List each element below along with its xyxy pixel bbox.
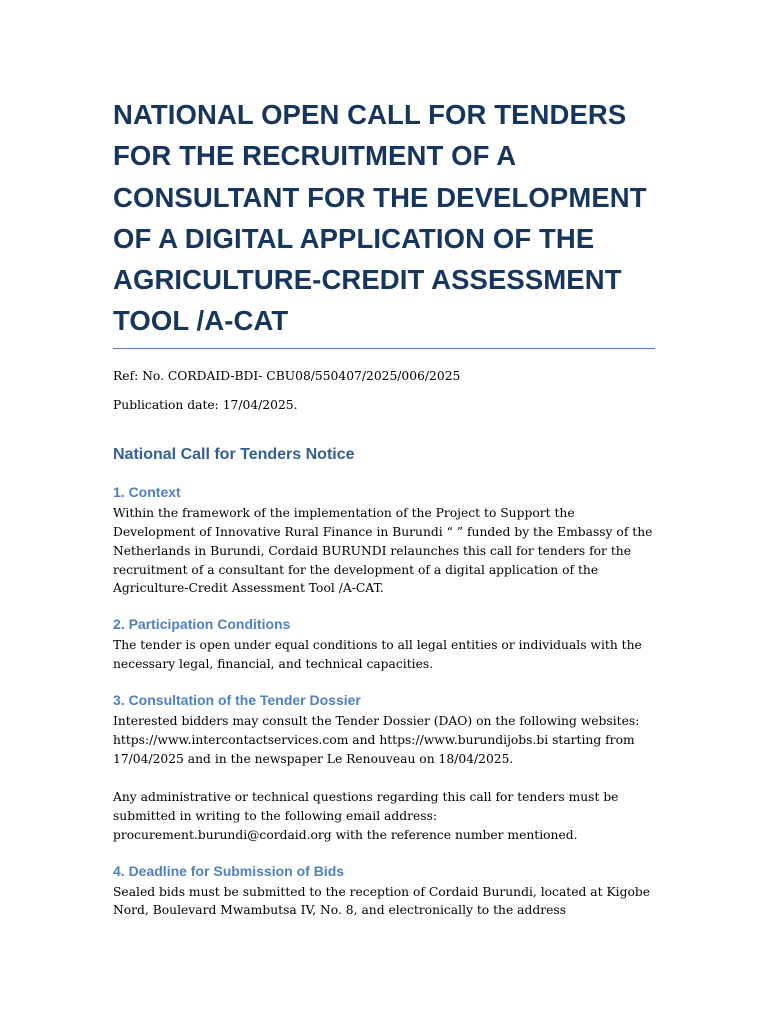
context-paragraph: Within the framework of the implementation of the Project to Support the Development of Innovative Rural Finance in Burundi “ ” funded by the Embassy of the Netherlands in Burundi, Cordaid BURUNDI relaunches this call for tenders for the recruitment of a consultant for the development of a digital application of the Agriculture-Credit Assessment Tool /A-CAT. bbox=[113, 505, 653, 596]
section-heading-consultation: 3. Consultation of the Tender Dossier bbox=[113, 692, 361, 709]
document-title: NATIONAL OPEN CALL FOR TENDERS FOR THE RECRUITMENT OF A CONSULTANT FOR THE DEVELOPMENT OF A DIGITAL APPLICATION OF THE AGRICULTURE-CREDIT ASSESSMENT TOOL /A-CAT bbox=[113, 99, 647, 337]
notice-heading: National Call for Tenders Notice bbox=[113, 445, 355, 463]
title-divider bbox=[113, 348, 655, 349]
section-heading-context: 1. Context bbox=[113, 483, 181, 500]
reference-number: Ref: No. CORDAID-BDI- CBU08/550407/2025/006/2025 bbox=[113, 368, 461, 383]
participation-paragraph: The tender is open under equal conditions to all legal entities or individuals with the necessary legal, financial, and technical capacities. bbox=[113, 638, 642, 672]
consultation-paragraph: Interested bidders may consult the Tender Dossier (DAO) on the following websites: https://www.intercontactservices.com and https://www.burundijobs.bi starting from 17/04/2025 and in the newspaper Le Renouveau on 18/04/2025. bbox=[113, 714, 640, 766]
publication-date: Publication date: 17/04/2025. bbox=[113, 397, 298, 412]
questions-paragraph: Any administrative or technical questions regarding this call for tenders must be submitted in writing to the following email address: procurement.burundi@cordaid.org with the reference number mentioned. bbox=[113, 789, 619, 842]
deadline-paragraph: Sealed bids must be submitted to the reception of Cordaid Burundi, located at Kigobe Nord, Boulevard Mwambutsa IV, No. 8, and electronically to the address bbox=[113, 884, 650, 918]
document-content bbox=[113, 94, 658, 920]
section-heading-deadline: 4. Deadline for Submission of Bids bbox=[113, 862, 345, 879]
section-heading-participation: 2. Participation Conditions bbox=[113, 616, 291, 633]
